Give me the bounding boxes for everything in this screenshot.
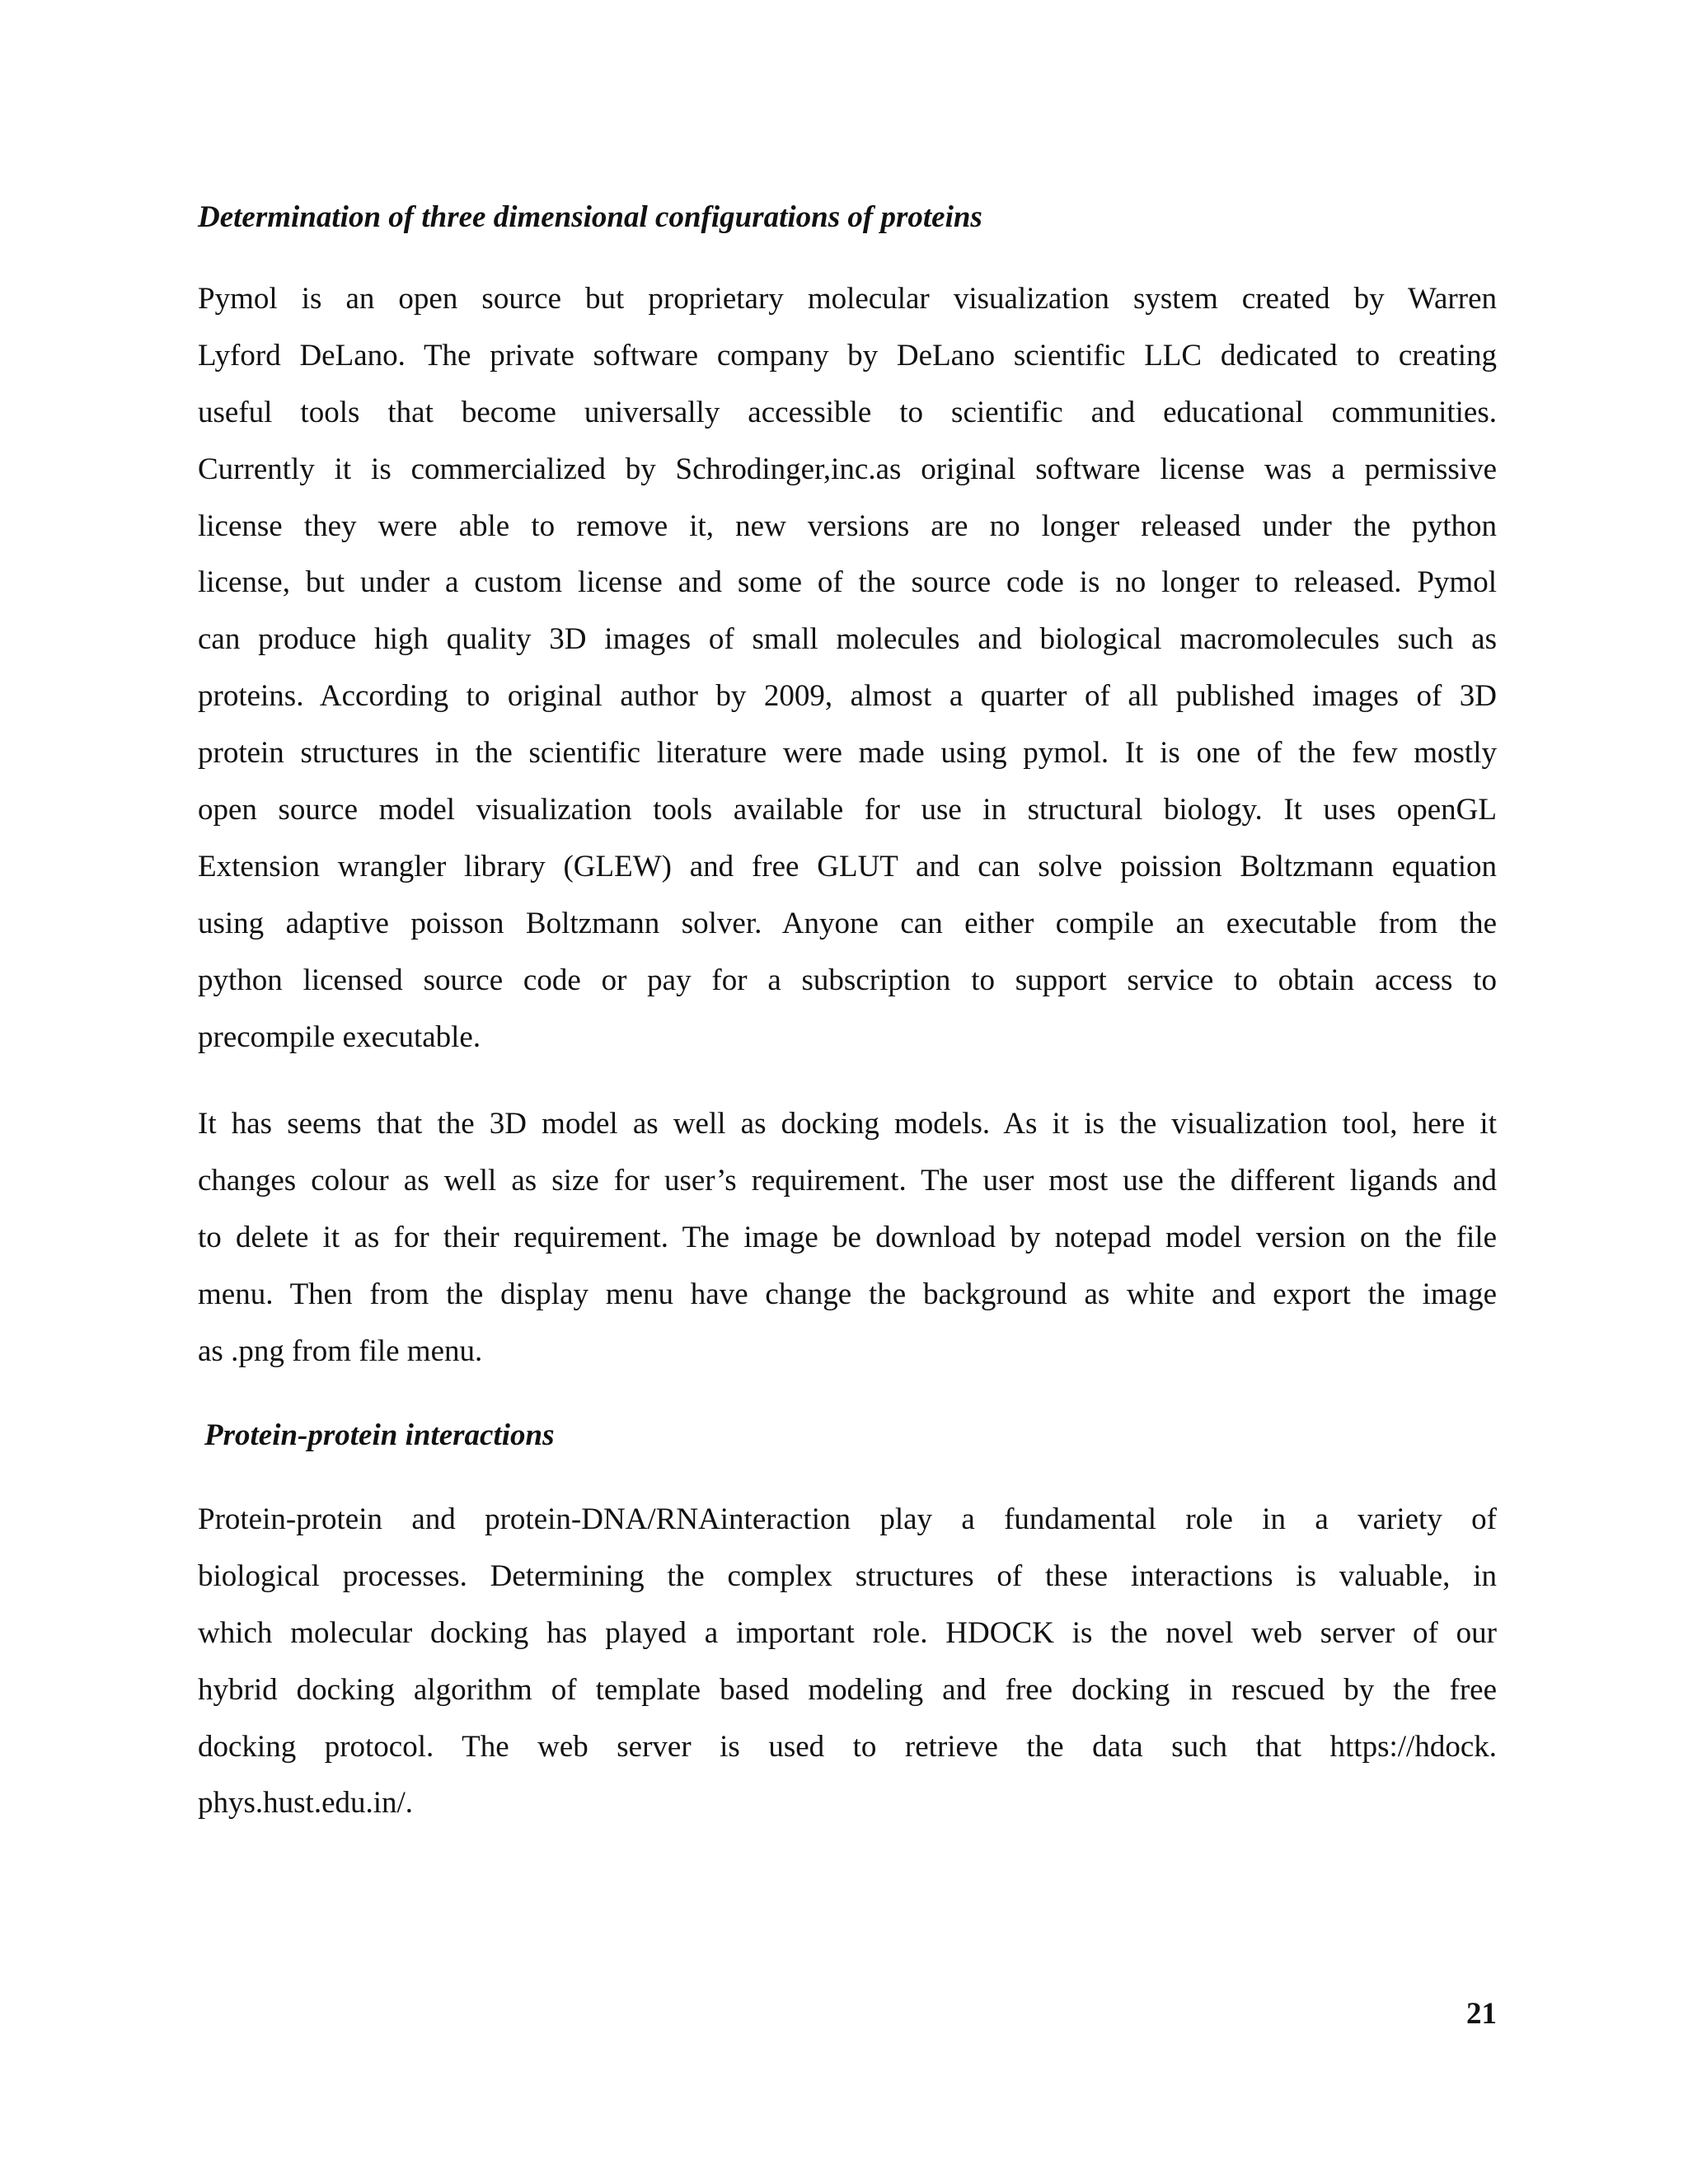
paragraph-line: hybrid docking algorithm of template based modeling and free docking in rescued by the free [198,1672,1497,1707]
paragraph-line: license they were able to remove it, new versions are no longer released under the python [198,509,1497,543]
section-heading-protein-interactions: Protein-protein interactions [204,1418,555,1452]
paragraph-line: which molecular docking has played a important role. HDOCK is the novel web server of our [198,1615,1497,1650]
paragraph-line: It has seems that the 3D model as well as docking models. As it is the visualization tool, here it [198,1107,1497,1141]
paragraph-line: license, but under a custom license and some of the source code is no longer to released. Pymol [198,565,1497,600]
paragraph-line: python licensed source code or pay for a subscription to support service to obtain access to [198,963,1497,997]
paragraph-pymol [198,271,1497,1066]
paragraph-line: menu. Then from the display menu have change the background as white and export the image [198,1277,1497,1311]
paragraph-line: biological processes. Determining the complex structures of these interactions is valuable, in [198,1558,1497,1593]
paragraph-line: can produce high quality 3D images of small molecules and biological macromolecules such as [198,622,1497,657]
paragraph-line: Pymol is an open source but proprietary molecular visualization system created by Warren [198,282,1497,316]
paragraph-line: docking protocol. The web server is used to retrieve the data such that https://hdock. [198,1729,1497,1764]
paragraph-line: proteins. According to original author by 2009, almost a quarter of all published images of 3D [198,679,1497,714]
paragraph-line: phys.hust.edu.in/. [198,1786,414,1821]
paragraph-line: Currently it is commercialized by Schrodinger,inc.as original software license was a permissive [198,452,1497,486]
paragraph-line: precompile executable. [198,1019,481,1054]
paragraph-line: using adaptive poisson Boltzmann solver. Anyone can either compile an executable from the [198,906,1497,940]
paragraph-line: Extension wrangler library (GLEW) and free GLUT and can solve poission Boltzmann equation [198,849,1497,883]
paragraph-line: useful tools that become universally accessible to scientific and educational communities. [198,395,1497,429]
paragraph-hdock [198,1492,1497,1832]
paragraph-line: Protein-protein and protein-DNA/RNAinteraction play a fundamental role in a variety of [198,1502,1497,1536]
paragraph-line: changes colour as well as size for user’s requirement. The user most use the different ligands and [198,1163,1497,1197]
page-number: 21 [1466,1997,1497,2031]
paragraph-line: to delete it as for their requirement. The image be download by notepad model version on the file [198,1220,1497,1254]
paragraph-line: protein structures in the scientific literature were made using pymol. It is one of the few mostly [198,736,1497,771]
document-page [198,0,1497,2184]
paragraph-line: as .png from file menu. [198,1333,483,1368]
section-heading-protein-configurations: Determination of three dimensional configurations of proteins [198,200,982,234]
paragraph-visualization [198,1096,1497,1380]
paragraph-line: open source model visualization tools available for use in structural biology. It uses openGL [198,793,1497,827]
paragraph-line: Lyford DeLano. The private software company by DeLano scientific LLC dedicated to creating [198,338,1497,373]
